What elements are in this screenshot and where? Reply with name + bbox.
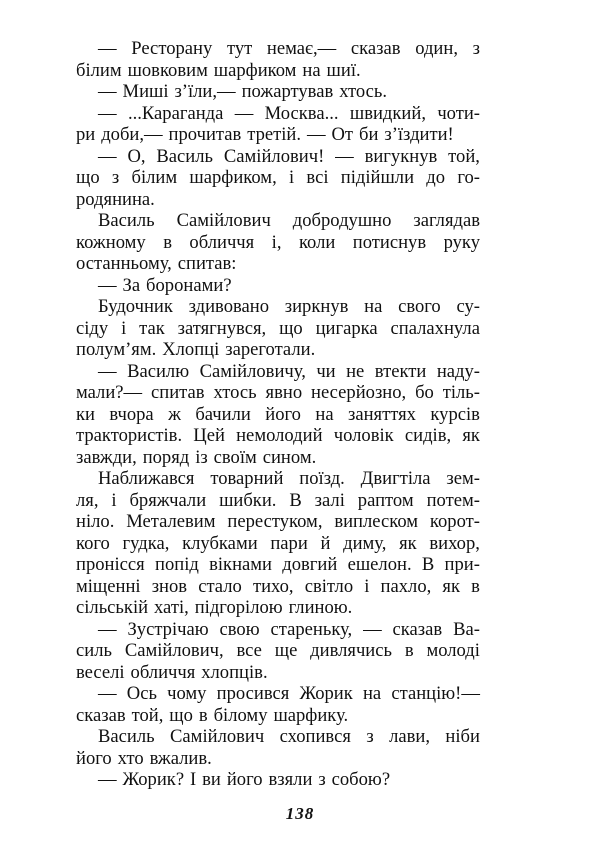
page-text-block (76, 38, 480, 791)
text-line: силь Самійлович, все ще дивлячись в молоді (76, 640, 480, 661)
text-line: — Василю Самійловичу, чи не втекти наду- (98, 360, 480, 382)
text-line: його хто вжалив. (76, 747, 212, 769)
text-line: — За боронами? (98, 274, 232, 296)
text-line: кого гудка, клубками пари й диму, як вихор, (76, 532, 480, 554)
text-line: — О, Василь Самійлович! — вигукнув той, (98, 145, 480, 167)
text-line: — Жорик? І ви його взяли з собою? (98, 769, 391, 790)
text-line: Наближався товарний поїзд. Двигтіла зем- (98, 468, 480, 489)
text-line: кожному в обличчя і, коли потиснув руку (76, 231, 480, 253)
text-line: що з білим шарфиком, і всі підійшли до го- (76, 167, 480, 188)
text-line: сільській хаті, підгорілою глиною. (76, 597, 353, 618)
text-line: сіду і так затягнувся, що цигарка спалахнула (76, 317, 480, 339)
text-line: Василь Самійлович добродушно заглядав (98, 210, 480, 231)
text-line: ніло. Металевим перестуком, виплеском корот- (76, 511, 480, 532)
text-line: — ...Караганда — Москва... швидкий, чоти- (98, 102, 480, 124)
text-line: пронісся попід вікнами довгий ешелон. В при- (76, 554, 480, 575)
text-line: ри доби,— прочитав третій. — От би з’їздити! (76, 124, 454, 145)
text-line: міщенні знов стало тихо, світло і пахло, як в (76, 575, 480, 597)
page-number: 138 (285, 804, 315, 823)
text-line: Будочник здивовано зиркнув на свого су- (98, 296, 480, 317)
text-line: веселі обличчя хлопців. (76, 661, 268, 683)
text-line: ки вчора ж бачили його на заняттях курсів (76, 403, 480, 425)
text-line: Василь Самійлович схопився з лави, ніби (98, 726, 480, 747)
text-line: сказав той, що в білому шарфику. (76, 704, 349, 726)
text-line: — Ось чому просився Жорик на станцію!— (98, 683, 480, 704)
text-line: завжди, поряд із своїм сином. (76, 446, 317, 468)
text-line: останньому, спитав: (76, 253, 237, 274)
text-line: ля, і бряжчали шибки. В залі раптом потем- (76, 489, 480, 511)
text-line: полум’ям. Хлопці зареготали. (76, 339, 316, 360)
text-line: — Зустрічаю свою стареньку, — сказав Ва- (98, 618, 480, 640)
text-line: трактористів. Цей немолодий чоловік сидів, як (76, 425, 480, 446)
text-line: мали?— спитав хтось явно несерйозно, бо тіль- (76, 382, 480, 403)
text-line: — Миші з’їли,— пожартував хтось. (98, 81, 388, 102)
text-line: родянина. (76, 188, 155, 210)
text-line: — Ресторану тут немає,— сказав один, з (98, 38, 480, 59)
text-line: білим шовковим шарфиком на шиї. (76, 59, 361, 81)
